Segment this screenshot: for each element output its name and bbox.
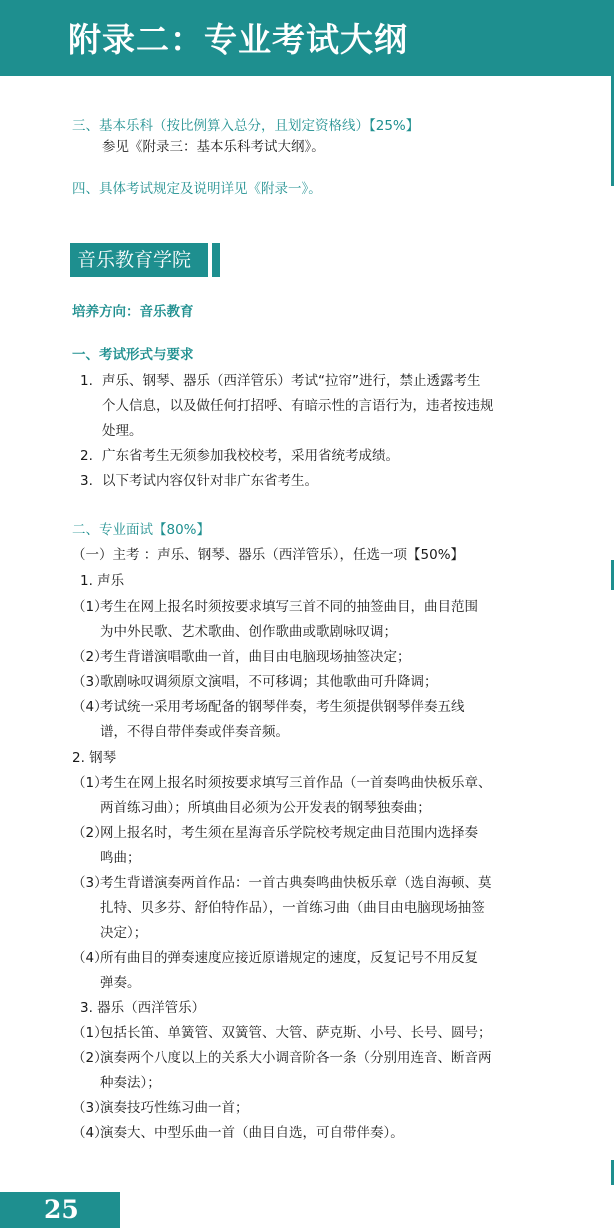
list-item-number: 3.	[80, 473, 93, 489]
list-item-number: （2）	[72, 825, 108, 841]
list-item-line: 演奏大、中型乐曲一首（曲目自选，可自带伴奏）。	[100, 1125, 404, 1141]
part1-heading: 一、考试形式与要求	[72, 347, 194, 363]
list-item-number: 1.	[80, 373, 93, 389]
list-item-number: （3）	[72, 1100, 108, 1116]
list-item-line: 所有曲目的弹奏速度应接近原谱规定的速度，反复记号不用反复	[100, 950, 478, 966]
part2-heading: 二、专业面试【80%】	[72, 522, 211, 538]
list-item-number: （1）	[72, 775, 108, 791]
basic-subjects-heading: 三、基本乐科（按比例算入总分，且划定资格线）【25%】	[72, 118, 420, 134]
list-item-number: （2）	[72, 1050, 108, 1066]
rules-reference: 四、具体考试规定及说明详见《附录一》。	[72, 181, 322, 197]
winds-heading: 3. 器乐（西洋管乐）	[80, 1000, 206, 1016]
page-number: 25	[44, 1195, 79, 1224]
list-item-number: （1）	[72, 1025, 108, 1041]
direction-heading: 培养方向：音乐教育	[72, 304, 194, 320]
list-item-line: 包括长笛、单簧管、双簧管、大管、萨克斯、小号、长号、圆号；	[100, 1025, 492, 1041]
list-item-number: （1）	[72, 599, 108, 615]
list-item-line: 种奏法）；	[100, 1075, 161, 1091]
section-tag-accent	[212, 243, 220, 277]
basic-subjects-reference: 参见《附录三：基本乐科考试大纲》。	[102, 139, 325, 155]
list-item-line: 考生在网上报名时须按要求填写三首作品（一首奏鸣曲快板乐章、	[100, 775, 492, 791]
list-item-line: 处理。	[102, 423, 143, 439]
vocal-heading: 1. 声乐	[80, 573, 125, 589]
list-item-line: 考试统一采用考场配备的钢琴伴奏，考生须提供钢琴伴奏五线	[100, 699, 465, 715]
list-item-line: 演奏技巧性练习曲一首；	[100, 1100, 249, 1116]
list-item-line: 歌剧咏叹调须原文演唱，不可移调；其他歌曲可升降调；	[100, 674, 438, 690]
list-item-line: 为中外民歌、艺术歌曲、创作歌曲或歌剧咏叹调；	[100, 624, 397, 640]
list-item-line: 考生背谱演奏两首作品：一首古典奏鸣曲快板乐章（选自海顿、莫	[100, 875, 492, 891]
list-item-line: 网上报名时，考生须在星海音乐学院校考规定曲目范围内选择奏	[100, 825, 478, 841]
list-item-line: 演奏两个八度以上的关系大小调音阶各一条（分别用连音、断音两	[100, 1050, 492, 1066]
list-item-number: （3）	[72, 674, 108, 690]
list-item-line: 弹奏。	[100, 975, 141, 991]
page-title: 附录二：专业考试大纲	[68, 20, 408, 59]
list-item-line: 声乐、钢琴、器乐（西洋管乐）考试“拉帘”进行，禁止透露考生	[102, 373, 481, 389]
list-item-number: （4）	[72, 699, 108, 715]
list-item-line: 考生在网上报名时须按要求填写三首不同的抽签曲目，曲目范围	[100, 599, 478, 615]
list-item-line: 个人信息，以及做任何打招呼、有暗示性的言语行为，违者按违规	[102, 398, 494, 414]
list-item-line: 以下考试内容仅针对非广东省考生。	[102, 473, 318, 489]
list-item-line: 两首练习曲）；所填曲目必须为公开发表的钢琴独奏曲；	[100, 800, 431, 816]
list-item-number: （4）	[72, 950, 108, 966]
main-subject-heading: （一）主考 ：声乐、钢琴、器乐（西洋管乐），任选一项【50%】	[72, 547, 465, 563]
list-item-line: 谱，不得自带伴奏或伴奏音频。	[100, 724, 289, 740]
list-item-line: 考生背谱演唱歌曲一首，曲目由电脑现场抽签决定；	[100, 649, 411, 665]
list-item-number: 2.	[80, 448, 93, 464]
list-item-line: 鸣曲；	[100, 850, 141, 866]
list-item-line: 扎特、贝多芬、舒伯特作品），一首练习曲（曲目由电脑现场抽签	[100, 900, 485, 916]
section-tag: 音乐教育学院	[70, 243, 208, 277]
list-item-number: （3）	[72, 875, 108, 891]
list-item-number: （2）	[72, 649, 108, 665]
list-item-number: （4）	[72, 1125, 108, 1141]
list-item-line: 决定）；	[100, 925, 148, 941]
list-item-line: 广东省考生无须参加我校校考，采用省统考成绩。	[102, 448, 399, 464]
piano-heading: 2. 钢琴	[72, 750, 117, 766]
